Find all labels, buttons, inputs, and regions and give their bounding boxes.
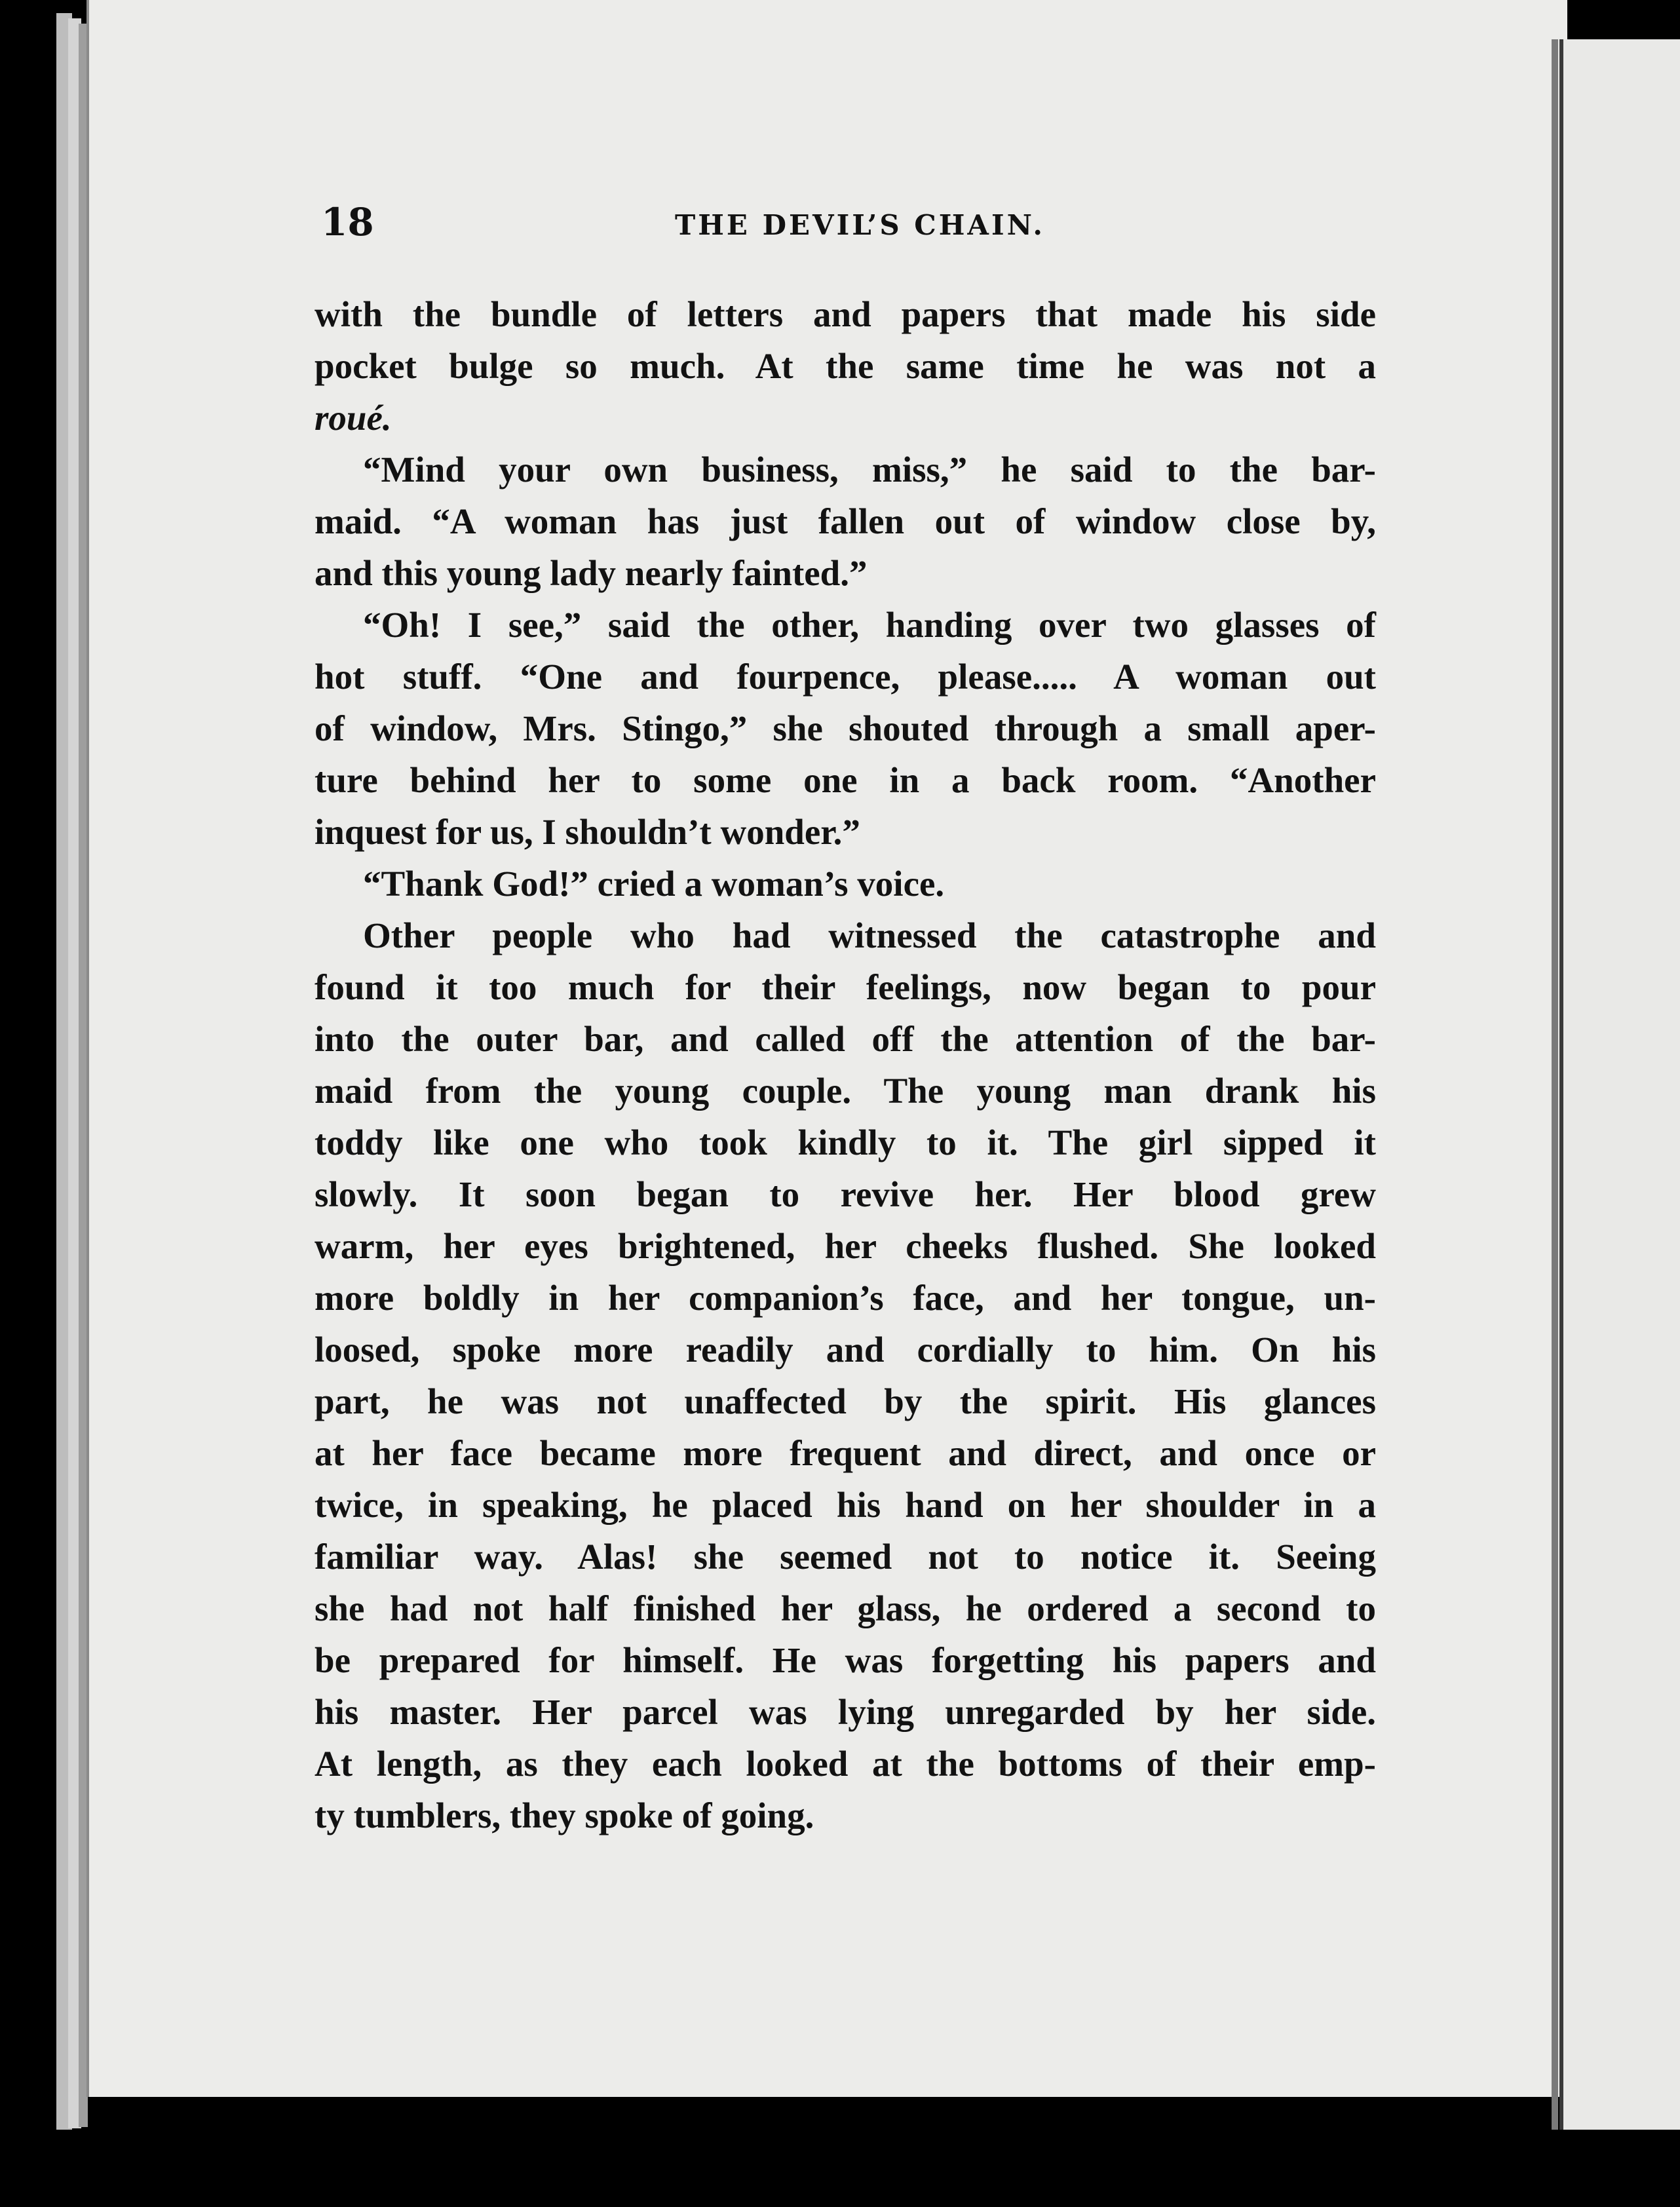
text-line: warm, her eyes brightened, her cheeks flushed. She looked	[315, 1226, 1376, 1266]
text-line: with the bundle of letters and papers that made his side	[315, 294, 1376, 334]
text-line: At length, as they each looked at the bottoms of their emp-	[315, 1744, 1376, 1784]
running-head	[321, 200, 1389, 252]
text-line: found it too much for their feelings, now began to pour	[315, 967, 1376, 1007]
text-line: be prepared for himself. He was forgetting his papers and	[315, 1640, 1376, 1680]
running-title: THE DEVIL’S CHAIN.	[675, 209, 1045, 241]
text-line: maid from the young couple. The young man drank his	[315, 1071, 1376, 1111]
text-line: at her face became more frequent and direct, and once or	[315, 1433, 1376, 1473]
text-line: hot stuff. “One and fourpence, please..... A woman out	[315, 657, 1376, 697]
text-line: pocket bulge so much. At the same time he was not a	[315, 346, 1376, 386]
text-line: “Oh! I see,” said the other, handing over two glasses of	[363, 605, 1376, 645]
facing-page-edge	[1559, 39, 1680, 2130]
text-line: ty tumblers, they spoke of going.	[315, 1795, 814, 1835]
text-line: slowly. It soon began to revive her. Her blood grew	[315, 1174, 1376, 1214]
text-line: inquest for us, I shouldn’t wonder.”	[315, 812, 860, 852]
text-line: Other people who had witnessed the catastrophe and	[363, 915, 1376, 955]
text-line: “Thank God!” cried a woman’s voice.	[363, 864, 945, 904]
gutter-shadow	[1552, 39, 1558, 2130]
text-line: loosed, spoke more readily and cordially to him. On his	[315, 1330, 1376, 1370]
text-line: she had not half finished her glass, he ordered a second to	[315, 1588, 1376, 1628]
text-line: toddy like one who took kindly to it. The girl sipped it	[315, 1123, 1376, 1162]
text-line: more boldly in her companion’s face, and her tongue, un-	[315, 1278, 1376, 1318]
text-line: twice, in speaking, he placed his hand on her shoulder in a	[315, 1485, 1376, 1525]
text-line: into the outer bar, and called off the attention of the bar-	[315, 1019, 1376, 1059]
text-line: and this young lady nearly fainted.”	[315, 553, 868, 593]
text-line: roué.	[315, 398, 392, 438]
text-line: maid. “A woman has just fallen out of window close by,	[315, 501, 1376, 541]
body-text	[315, 288, 1376, 1841]
text-line: part, he was not unaffected by the spirit. His glances	[315, 1381, 1376, 1421]
page-number: 18	[321, 200, 374, 244]
text-line: familiar way. Alas! she seemed not to notice it. Seeing	[315, 1537, 1376, 1577]
text-line: his master. Her parcel was lying unregarded by her side.	[315, 1692, 1376, 1732]
text-line: of window, Mrs. Stingo,” she shouted through a small aper-	[315, 708, 1376, 748]
text-line: ture behind her to some one in a back room. “Another	[315, 760, 1376, 800]
text-line: “Mind your own business, miss,” he said to the bar-	[363, 450, 1376, 489]
